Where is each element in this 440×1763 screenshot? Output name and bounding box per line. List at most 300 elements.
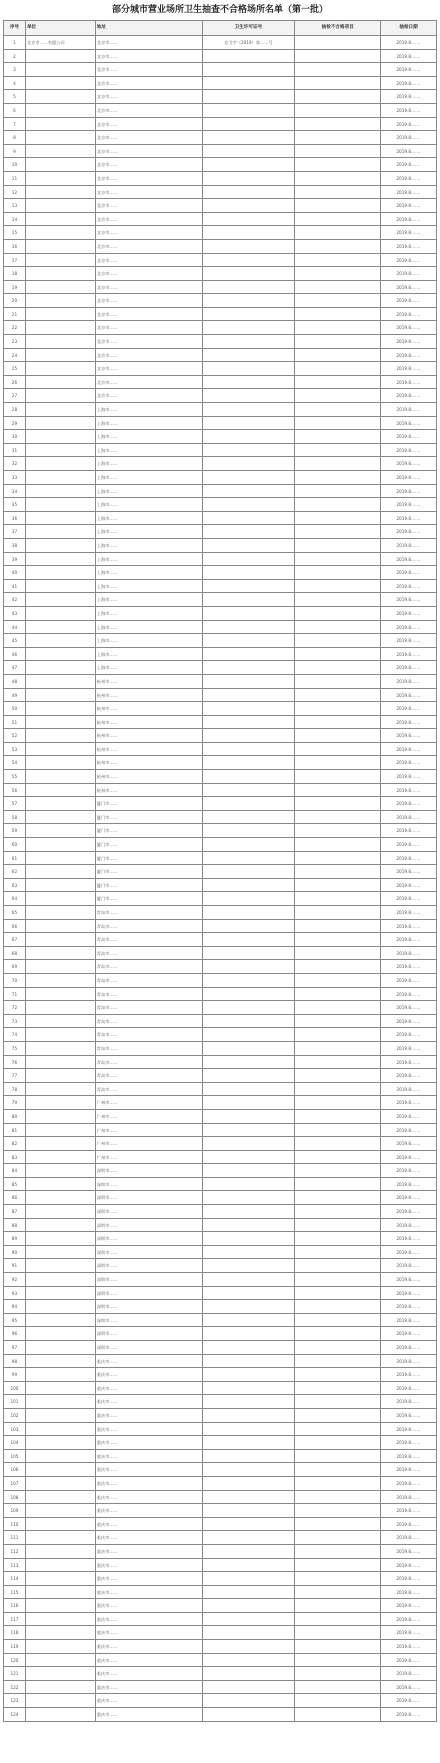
cell-license [203,485,296,499]
cell-date: 2019.8.…… [381,186,437,200]
cell-address: 深圳市…… [96,1178,203,1192]
cell-index: 89 [4,1232,26,1246]
cell-failed-items [295,226,381,240]
cell-address: 上海市…… [96,430,203,444]
cell-license [203,1382,296,1396]
table-row [4,756,437,770]
table-row [4,254,437,268]
cell-index: 10 [4,158,26,172]
cell-index: 38 [4,539,26,553]
cell-unit [26,1613,96,1627]
cell-index: 7 [4,118,26,132]
cell-failed-items [295,172,381,186]
cell-address: 杭州市…… [96,743,203,757]
cell-failed-items [295,1559,381,1573]
cell-date: 2019.8.…… [381,553,437,567]
cell-license [203,131,296,145]
cell-license [203,1205,296,1219]
cell-date: 2019.8.…… [381,321,437,335]
cell-unit [26,1300,96,1314]
cell-index: 98 [4,1355,26,1369]
cell-index: 75 [4,1042,26,1056]
cell-address: 上海市…… [96,553,203,567]
cell-address: 北京市…… [96,376,203,390]
table-row [4,485,437,499]
table-row [4,131,437,145]
cell-address: 青岛市…… [96,920,203,934]
table-row [4,90,437,104]
cell-license [203,1056,296,1070]
cell-index: 63 [4,879,26,893]
cell-date: 2019.8.…… [381,689,437,703]
cell-failed-items [295,308,381,322]
cell-date: 2019.8.…… [381,675,437,689]
table-row [4,1409,437,1423]
cell-address: 广州市…… [96,1137,203,1151]
cell-unit [26,240,96,254]
table-row [4,1572,437,1586]
cell-unit [26,308,96,322]
cell-date: 2019.8.…… [381,838,437,852]
cell-index: 94 [4,1300,26,1314]
table-row [4,471,437,485]
cell-failed-items [295,593,381,607]
cell-index: 117 [4,1613,26,1627]
cell-unit [26,77,96,91]
cell-unit [26,960,96,974]
cell-failed-items [295,1056,381,1070]
cell-unit [26,498,96,512]
cell-license [203,988,296,1002]
cell-unit [26,1164,96,1178]
cell-address: 上海市…… [96,566,203,580]
cell-index: 3 [4,63,26,77]
cell-license [203,920,296,934]
cell-date: 2019.8.…… [381,1531,437,1545]
cell-unit [26,1327,96,1341]
cell-index: 114 [4,1572,26,1586]
cell-license [203,661,296,675]
table-row [4,553,437,567]
table-row [4,702,437,716]
cell-address: 重庆市…… [96,1667,203,1681]
cell-date: 2019.8.…… [381,335,437,349]
cell-index: 46 [4,648,26,662]
cell-failed-items [295,471,381,485]
cell-index: 1 [4,36,26,50]
table-row [4,797,437,811]
cell-index: 30 [4,430,26,444]
cell-license [203,729,296,743]
cell-address: 深圳市…… [96,1259,203,1273]
cell-license [203,199,296,213]
cell-unit [26,430,96,444]
cell-index: 15 [4,226,26,240]
cell-date: 2019.8.…… [381,566,437,580]
cell-date: 2019.8.…… [381,403,437,417]
cell-date: 2019.8.…… [381,1069,437,1083]
table-body [4,36,437,1722]
table-row [4,104,437,118]
cell-unit [26,580,96,594]
cell-date: 2019.8.…… [381,1450,437,1464]
cell-unit [26,743,96,757]
cell-failed-items [295,267,381,281]
cell-date: 2019.8.…… [381,1504,437,1518]
cell-index: 82 [4,1137,26,1151]
cell-date: 2019.8.…… [381,621,437,635]
cell-failed-items [295,1504,381,1518]
cell-license [203,457,296,471]
cell-date: 2019.8.…… [381,1191,437,1205]
cell-unit [26,1355,96,1369]
cell-address: 北京市…… [96,172,203,186]
cell-failed-items [295,824,381,838]
cell-date: 2019.8.…… [381,892,437,906]
cell-unit [26,865,96,879]
cell-date: 2019.8.…… [381,729,437,743]
cell-index: 85 [4,1178,26,1192]
cell-index: 70 [4,974,26,988]
cell-unit [26,1450,96,1464]
cell-index: 110 [4,1518,26,1532]
cell-unit [26,1518,96,1532]
cell-license [203,376,296,390]
cell-address: 重庆市…… [96,1409,203,1423]
table-row [4,1341,437,1355]
cell-license [203,430,296,444]
cell-license [203,1341,296,1355]
cell-failed-items [295,335,381,349]
table-row [4,1559,437,1573]
table-row [4,1640,437,1654]
cell-unit [26,1110,96,1124]
table-row [4,240,437,254]
cell-failed-items [295,1450,381,1464]
cell-address: 北京市…… [96,362,203,376]
cell-unit [26,1559,96,1573]
cell-address: 厦门市…… [96,797,203,811]
cell-date: 2019.8.…… [381,933,437,947]
cell-license [203,1219,296,1233]
cell-index: 68 [4,947,26,961]
cell-license [203,1518,296,1532]
cell-date: 2019.8.…… [381,593,437,607]
table-row [4,892,437,906]
cell-unit [26,661,96,675]
cell-license [203,1110,296,1124]
cell-date: 2019.8.…… [381,1654,437,1668]
cell-address: 重庆市…… [96,1518,203,1532]
cell-address: 重庆市…… [96,1599,203,1613]
cell-index: 28 [4,403,26,417]
cell-address: 深圳市…… [96,1327,203,1341]
cell-unit [26,852,96,866]
cell-index: 71 [4,988,26,1002]
table-row [4,1001,437,1015]
cell-unit [26,158,96,172]
cell-failed-items [295,920,381,934]
cell-address: 上海市…… [96,417,203,431]
cell-address: 重庆市…… [96,1531,203,1545]
cell-address: 重庆市…… [96,1654,203,1668]
cell-date: 2019.8.…… [381,1028,437,1042]
cell-date: 2019.8.…… [381,376,437,390]
cell-date: 2019.8.…… [381,716,437,730]
cell-address: 上海市…… [96,621,203,635]
cell-unit [26,784,96,798]
cell-license [203,1463,296,1477]
cell-failed-items [295,1382,381,1396]
cell-license [203,933,296,947]
cell-license [203,1531,296,1545]
table-row [4,865,437,879]
table-row [4,1151,437,1165]
table-row [4,1273,437,1287]
cell-address: 北京市…… [96,90,203,104]
cell-address: 杭州市…… [96,770,203,784]
cell-date: 2019.8.…… [381,1382,437,1396]
cell-date: 2019.8.…… [381,172,437,186]
table-row [4,1599,437,1613]
cell-unit [26,1259,96,1273]
cell-date: 2019.8.…… [381,1708,437,1722]
cell-license [203,1545,296,1559]
table-row [4,1626,437,1640]
cell-license: 京卫字（2019）第……号 [203,36,296,50]
cell-unit [26,1124,96,1138]
cell-failed-items [295,1518,381,1532]
table-row [4,1314,437,1328]
cell-license [203,621,296,635]
cell-unit [26,1423,96,1437]
cell-failed-items [295,634,381,648]
table-row [4,1491,437,1505]
cell-address: 杭州市…… [96,784,203,798]
cell-date: 2019.8.…… [381,1423,437,1437]
cell-address: 上海市…… [96,444,203,458]
cell-date: 2019.8.…… [381,947,437,961]
cell-date: 2019.8.…… [381,444,437,458]
cell-index: 106 [4,1463,26,1477]
cell-address: 上海市…… [96,485,203,499]
table-row [4,281,437,295]
cell-failed-items [295,36,381,50]
cell-address: 厦门市…… [96,892,203,906]
cell-address: 北京市…… [96,294,203,308]
cell-index: 103 [4,1423,26,1437]
cell-index: 61 [4,852,26,866]
cell-license [203,1151,296,1165]
cell-date: 2019.8.…… [381,1246,437,1260]
cell-failed-items [295,648,381,662]
cell-index: 120 [4,1654,26,1668]
cell-failed-items [295,213,381,227]
cell-failed-items [295,131,381,145]
table-row [4,1368,437,1382]
cell-unit [26,131,96,145]
cell-address: 重庆市…… [96,1708,203,1722]
cell-date: 2019.8.…… [381,756,437,770]
cell-license [203,593,296,607]
cell-index: 80 [4,1110,26,1124]
cell-address: 青岛市…… [96,1056,203,1070]
cell-failed-items [295,1191,381,1205]
cell-date: 2019.8.…… [381,648,437,662]
cell-license [203,811,296,825]
cell-index: 51 [4,716,26,730]
cell-license [203,172,296,186]
table-row [4,335,437,349]
cell-license [203,1599,296,1613]
cell-date: 2019.8.…… [381,1137,437,1151]
table-row [4,784,437,798]
cell-license [203,1586,296,1600]
cell-license [203,417,296,431]
cell-address: 上海市…… [96,471,203,485]
cell-license [203,1232,296,1246]
cell-unit [26,906,96,920]
cell-failed-items [295,1178,381,1192]
cell-date: 2019.8.…… [381,308,437,322]
table-row [4,63,437,77]
table-row [4,743,437,757]
cell-failed-items [295,349,381,363]
cell-index: 101 [4,1395,26,1409]
cell-unit [26,1409,96,1423]
cell-address: 重庆市…… [96,1355,203,1369]
cell-index: 79 [4,1096,26,1110]
cell-failed-items [295,1246,381,1260]
cell-failed-items [295,1355,381,1369]
cell-unit [26,988,96,1002]
cell-unit [26,593,96,607]
cell-unit [26,403,96,417]
cell-date: 2019.8.…… [381,607,437,621]
cell-address: 北京市…… [96,254,203,268]
cell-index: 83 [4,1151,26,1165]
cell-unit [26,1042,96,1056]
cell-index: 25 [4,362,26,376]
cell-date: 2019.8.…… [381,743,437,757]
cell-unit [26,607,96,621]
cell-license [203,634,296,648]
cell-license [203,444,296,458]
table-row [4,811,437,825]
cell-license [203,1164,296,1178]
cell-failed-items [295,104,381,118]
cell-address: 重庆市…… [96,1368,203,1382]
cell-license [203,675,296,689]
cell-unit [26,1504,96,1518]
cell-failed-items [295,389,381,403]
cell-license [203,512,296,526]
table-row [4,716,437,730]
cell-address: 北京市…… [96,389,203,403]
cell-index: 73 [4,1015,26,1029]
cell-date: 2019.8.…… [381,254,437,268]
cell-index: 92 [4,1273,26,1287]
cell-failed-items [295,770,381,784]
cell-address: 北京市…… [96,240,203,254]
table-row [4,1423,437,1437]
cell-address: 上海市…… [96,512,203,526]
cell-failed-items [295,1151,381,1165]
cell-address: 重庆市…… [96,1559,203,1573]
cell-failed-items [295,756,381,770]
cell-index: 27 [4,389,26,403]
cell-license [203,90,296,104]
cell-failed-items [295,1287,381,1301]
cell-license [203,974,296,988]
cell-failed-items [295,607,381,621]
cell-date: 2019.8.…… [381,811,437,825]
cell-address: 重庆市…… [96,1491,203,1505]
cell-failed-items [295,281,381,295]
cell-unit [26,1137,96,1151]
cell-date: 2019.8.…… [381,1178,437,1192]
cell-address: 重庆市…… [96,1395,203,1409]
cell-address: 青岛市…… [96,988,203,1002]
cell-license [203,1654,296,1668]
cell-date: 2019.8.…… [381,525,437,539]
cell-unit [26,1314,96,1328]
table-row [4,1586,437,1600]
cell-date: 2019.8.…… [381,1327,437,1341]
cell-license [203,838,296,852]
cell-unit [26,118,96,132]
cell-date: 2019.8.…… [381,240,437,254]
cell-date: 2019.8.…… [381,118,437,132]
cell-address: 重庆市…… [96,1504,203,1518]
cell-address: 北京市…… [96,308,203,322]
cell-address: 上海市…… [96,525,203,539]
cell-date: 2019.8.…… [381,281,437,295]
cell-index: 118 [4,1626,26,1640]
table-row [4,607,437,621]
cell-failed-items [295,702,381,716]
cell-license [203,1314,296,1328]
cell-license [203,77,296,91]
cell-unit [26,1491,96,1505]
cell-date: 2019.8.…… [381,77,437,91]
table-row [4,988,437,1002]
cell-license [203,906,296,920]
cell-failed-items [295,1015,381,1029]
cell-unit [26,566,96,580]
cell-unit [26,417,96,431]
cell-address: 北京市…… [96,77,203,91]
cell-failed-items [295,457,381,471]
cell-address: 上海市…… [96,498,203,512]
cell-license [203,1300,296,1314]
cell-index: 107 [4,1477,26,1491]
cell-license [203,281,296,295]
cell-index: 109 [4,1504,26,1518]
table-row [4,457,437,471]
cell-index: 59 [4,824,26,838]
table-row [4,1654,437,1668]
cell-license [203,1491,296,1505]
cell-license [203,947,296,961]
cell-address: 北京市…… [96,199,203,213]
header-index: 序号 [4,21,26,36]
cell-license [203,321,296,335]
cell-address: 北京市…… [96,281,203,295]
cell-index: 62 [4,865,26,879]
table-row [4,539,437,553]
cell-license [203,1259,296,1273]
